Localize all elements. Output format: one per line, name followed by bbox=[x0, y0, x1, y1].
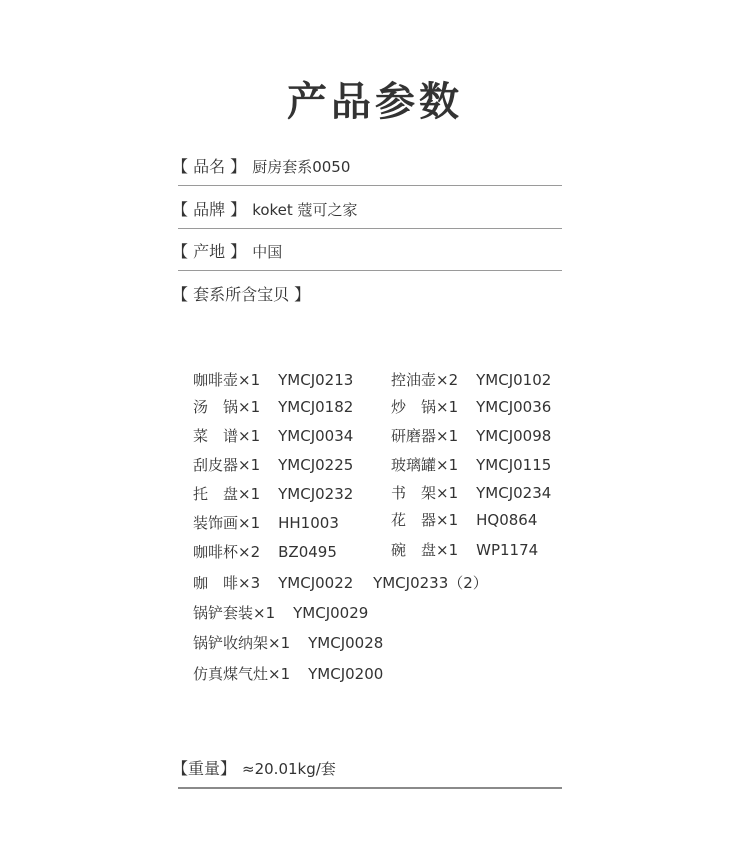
field-brand bbox=[172, 197, 358, 220]
item-name: 刮皮器×1 bbox=[193, 456, 261, 474]
item-name: 控油壶×2 bbox=[391, 371, 459, 389]
list-item bbox=[193, 541, 337, 562]
field-set-contents bbox=[172, 282, 310, 305]
field-label: 【 产地 】 bbox=[172, 242, 247, 261]
field-origin bbox=[172, 239, 282, 262]
item-name: 玻璃罐×1 bbox=[391, 456, 459, 474]
item-code: YMCJ0022 YMCJ0233（2） bbox=[278, 574, 488, 592]
divider bbox=[178, 270, 562, 271]
item-name: 托 盘×1 bbox=[193, 485, 261, 503]
list-item bbox=[391, 482, 551, 503]
list-item bbox=[193, 454, 353, 475]
item-code: YMCJ0232 bbox=[278, 485, 354, 503]
list-item bbox=[391, 539, 538, 560]
item-name: 咖 啡×3 bbox=[193, 574, 261, 592]
item-code: YMCJ0200 bbox=[308, 665, 384, 683]
field-label: 【 套系所含宝贝 】 bbox=[172, 285, 311, 304]
item-code: BZ0495 bbox=[278, 543, 337, 561]
list-item bbox=[193, 396, 353, 417]
item-name: 咖啡壶×1 bbox=[193, 371, 261, 389]
field-value: 厨房套系0050 bbox=[252, 158, 351, 176]
divider bbox=[178, 185, 562, 186]
item-name: 碗 盘×1 bbox=[391, 541, 459, 559]
item-name: 仿真煤气灶×1 bbox=[193, 665, 291, 683]
item-code: YMCJ0115 bbox=[476, 456, 552, 474]
item-code: YMCJ0028 bbox=[308, 634, 384, 652]
list-item bbox=[193, 572, 488, 593]
item-name: 菜 谱×1 bbox=[193, 427, 261, 445]
field-label: 【 品牌 】 bbox=[172, 200, 247, 219]
list-item bbox=[193, 602, 368, 623]
item-code: HH1003 bbox=[278, 514, 339, 532]
field-label: 【重量】 bbox=[172, 759, 237, 778]
list-item bbox=[391, 369, 551, 390]
list-item bbox=[391, 396, 551, 417]
field-value: 中国 bbox=[252, 243, 283, 261]
list-item bbox=[193, 369, 353, 390]
field-value: ≈20.01kg/套 bbox=[242, 760, 336, 778]
item-name: 炒 锅×1 bbox=[391, 398, 459, 416]
field-label: 【 品名 】 bbox=[172, 157, 247, 176]
item-code: YMCJ0225 bbox=[278, 456, 354, 474]
item-code: YMCJ0102 bbox=[476, 371, 552, 389]
item-name: 书 架×1 bbox=[391, 484, 459, 502]
item-code: YMCJ0029 bbox=[293, 604, 369, 622]
item-code: YMCJ0234 bbox=[476, 484, 552, 502]
list-item bbox=[391, 454, 551, 475]
item-code: YMCJ0036 bbox=[476, 398, 552, 416]
list-item bbox=[193, 425, 353, 446]
list-item bbox=[193, 483, 353, 504]
item-name: 装饰画×1 bbox=[193, 514, 261, 532]
item-name: 研磨器×1 bbox=[391, 427, 459, 445]
item-code: WP1174 bbox=[476, 541, 539, 559]
item-code: YMCJ0034 bbox=[278, 427, 354, 445]
item-name: 咖啡杯×2 bbox=[193, 543, 261, 561]
item-code: YMCJ0098 bbox=[476, 427, 552, 445]
item-code: HQ0864 bbox=[476, 511, 538, 529]
list-item bbox=[391, 425, 551, 446]
item-name: 锅铲收纳架×1 bbox=[193, 634, 291, 652]
item-code: YMCJ0213 bbox=[278, 371, 354, 389]
item-name: 花 器×1 bbox=[391, 511, 459, 529]
page-title: 产品参数 bbox=[287, 79, 463, 125]
field-product-name bbox=[172, 154, 350, 177]
field-weight bbox=[172, 756, 336, 779]
item-code: YMCJ0182 bbox=[278, 398, 354, 416]
list-item bbox=[391, 509, 537, 530]
list-item bbox=[193, 663, 383, 684]
field-value: koket 蔻可之家 bbox=[252, 201, 358, 219]
divider bbox=[178, 228, 562, 229]
list-item bbox=[193, 512, 339, 533]
item-name: 锅铲套装×1 bbox=[193, 604, 276, 622]
item-name: 汤 锅×1 bbox=[193, 398, 261, 416]
list-item bbox=[193, 632, 383, 653]
divider bbox=[178, 787, 562, 789]
